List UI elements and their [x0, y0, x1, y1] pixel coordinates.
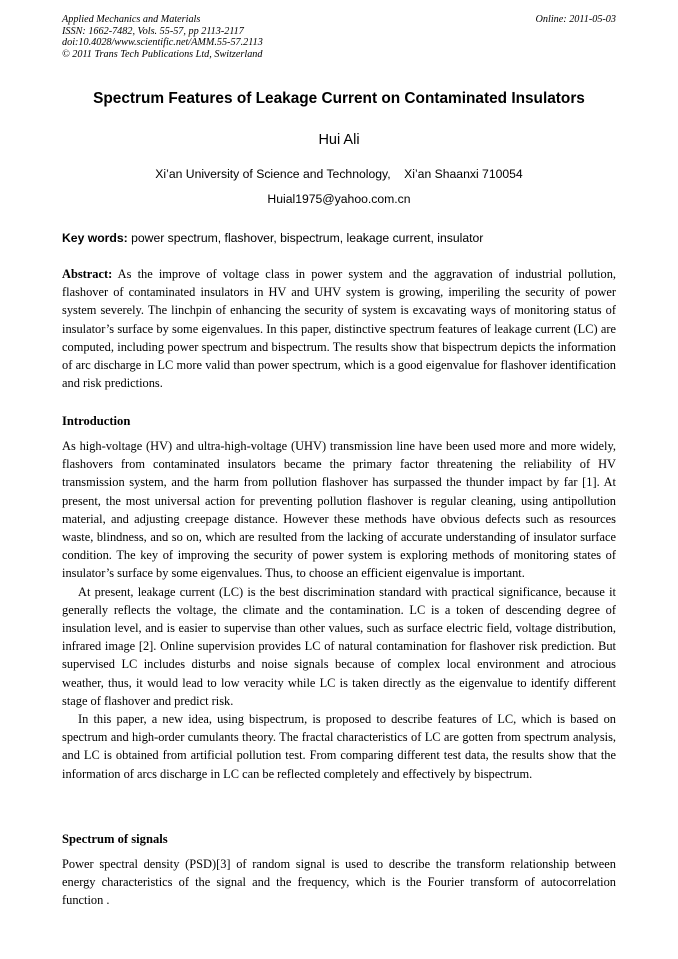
author-email: Huial1975@yahoo.com.cn — [267, 192, 411, 206]
issn-line: ISSN: 1662-7482, Vols. 55-57, pp 2113-2117 — [62, 25, 244, 37]
keywords-text: power spectrum, flashover, bispectrum, leakage current, insulator — [127, 231, 484, 245]
spectrum-body: Power spectral density (PSD)[3] of random signal is used to describe the transform relationship between energy characteristics of the signal and the frequency, which is the Fourier transform of autocorrelation function . — [62, 857, 616, 908]
author-affiliation: Xi’an University of Science and Technology, Xi’an Shaanxi 710054 — [155, 167, 523, 181]
keywords — [62, 230, 616, 246]
abstract-text: As the improve of voltage class in power system and the aggravation of industrial pollution, flashover of contaminated insulators in HV and UHV system is growing, imperiling the security of power system severely. The linchpin of enhancing the security of system is excavating ways of monitoring status of insulator’s surface by some eigenvalues. In this paper, distinctive spectrum features of leakage current (LC) are computed, including power spectrum and bispectrum. The results show that bispectrum depicts the information of arc discharge in LC more valid than power spectrum, which is a good eigenvalue for flashover identification and risk predictions. — [62, 267, 616, 391]
abstract — [62, 265, 616, 392]
intro-paragraph: In this paper, a new idea, using bispectrum, is proposed to describe features of LC, which is based on spectrum and high-order cumulants theory. The fractal characteristics of LC are gotten from spectrum analysis, and LC is obtained from artificial pollution test. From comparing different test data, the results show that the information of arcs discharge in LC can be reflected completely and effectively by bispectrum. — [62, 712, 616, 781]
intro-paragraph: At present, leakage current (LC) is the best discrimination standard with practical significance, because it generally reflects the voltage, the climate and the contamination. LC is a token of descending degree of insulation level, and is easier to supervise than other values, such as surface electric field, voltage distribution, infrared image [2]. Online supervision provides LC of natural contamination for flashover risk prediction. But supervised LC includes disturbs and noise signals because of complex local environment and atrocious weather, thus, it would lead to low veracity while LC is taken directly as the eigenvalue to identify different stage of flashover and predict risk. — [62, 584, 616, 708]
keywords-label: Key words: — [62, 231, 128, 245]
introduction-body — [62, 437, 616, 783]
spectrum-heading: Spectrum of signals — [62, 832, 168, 846]
introduction-heading: Introduction — [62, 414, 131, 428]
intro-paragraph: As high-voltage (HV) and ultra-high-voltage (UHV) transmission line have been used more and more widely, flashovers from contaminated insulators became the primary factor threatening the reliability of HV transmission system, and the harm from pollution flashover has surpassed the thunder impact by far [1]. At present, the most universal action for preventing pollution flashover is regular cleaning, using antipollution material, and adjusting creepage distance. However these methods have obvious defects such as resources waste, blindness, and so on, which are resulted from the lacking of accurate understanding of insulator surface condition. The key of improving the security of power system is exploring methods of monitoring states of insulator’s surface by some eigenvalues. Thus, to choose an efficient eigenvalue is important. — [62, 439, 616, 581]
journal-header — [62, 14, 616, 60]
journal-name: Applied Mechanics and Materials — [62, 14, 201, 25]
paper-title: Spectrum Features of Leakage Current on Contaminated Insulators — [93, 90, 585, 107]
author-name: Hui Ali — [318, 132, 360, 148]
doi-line: doi:10.4028/www.scientific.net/AMM.55-57.2113 — [62, 37, 263, 49]
online-date: Online: 2011-05-03 — [535, 14, 616, 25]
abstract-label: Abstract: — [62, 267, 113, 281]
copyright-line: © 2011 Trans Tech Publications Ltd, Switzerland — [62, 48, 263, 60]
